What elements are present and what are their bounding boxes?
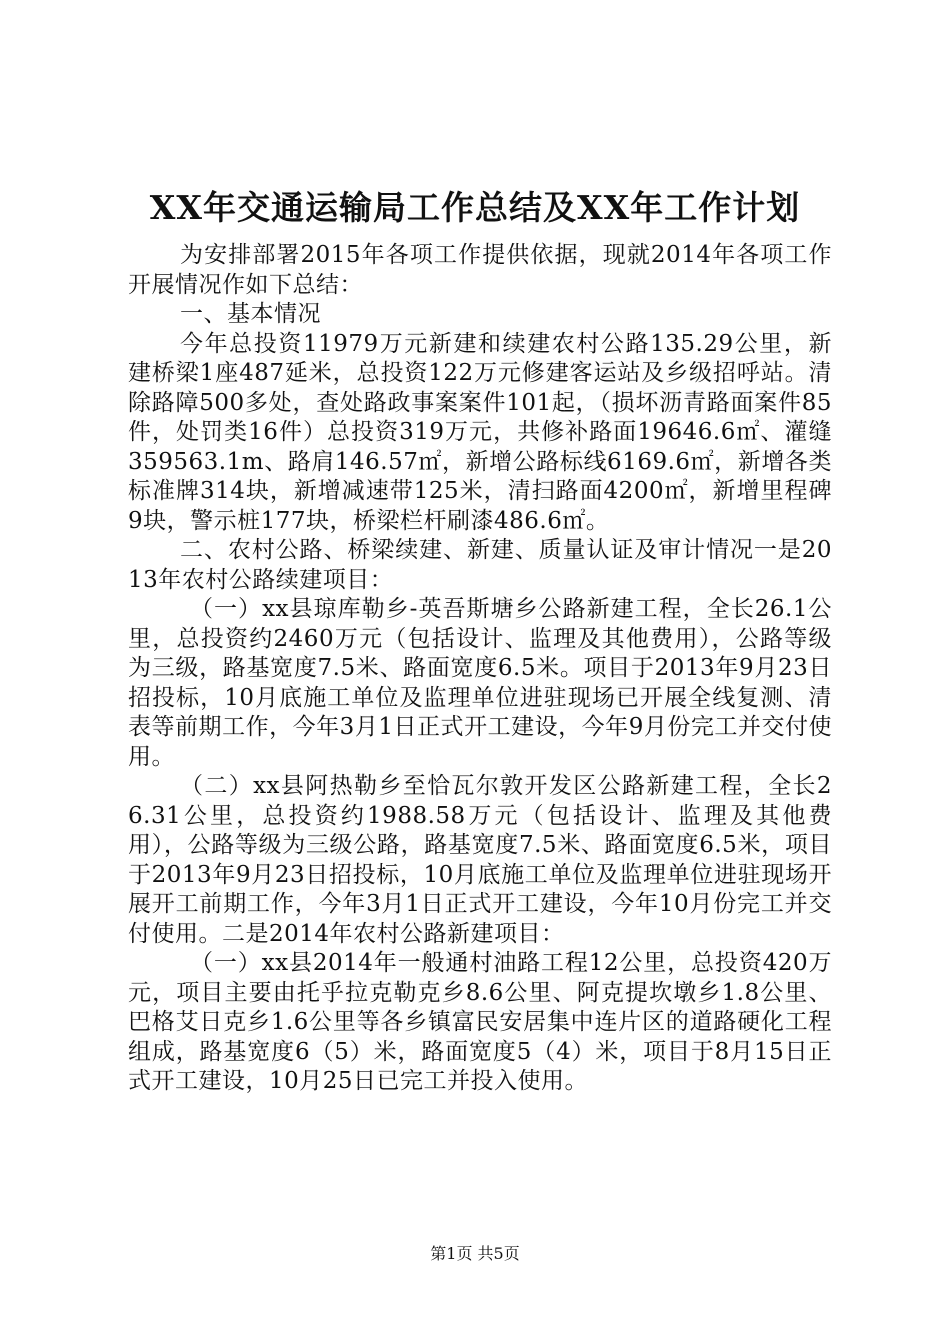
section-heading-rural-roads: 二、农村公路、桥梁续建、新建、质量认证及审计情况一是2013年农村公路续建项目： [128, 537, 832, 593]
section-heading-basic-situation: 一、基本情况 [180, 301, 321, 327]
paragraph-project-2: （二）xx县阿热勒乡至恰瓦尔敦开发区公路新建工程，全长26.31公里，总投资约1988.58万元（包括设计、监理及其他费用），公路等级为三级公路，路基宽度7.5米、路面宽度6.5米，项目于2013年9月23日招投标，10月底施工单位及监理单位进驻现场开展开工前期工作，今年3月1日正式开工建设，今年10月份完工并交付使用。二是2014年农村公路新建项目： [128, 773, 832, 947]
document-title: XX年交通运输局工作总结及XX年工作计划 [149, 188, 801, 227]
paragraph-intro: 为安排部署2015年各项工作提供依据，现就2014年各项工作开展情况作如下总结： [128, 242, 832, 298]
paragraph-project-1: （一）xx县琼库勒乡-英吾斯塘乡公路新建工程，全长26.1公里，总投资约2460万元（包括设计、监理及其他费用），公路等级为三级，路基宽度7.5米、路面宽度6.5米。项目于2013年9月23日招投标，10月底施工单位及监理单位进驻现场已开展全线复测、清表等前期工作，今年3月1日正式开工建设，今年9月份完工并交付使用。 [128, 596, 832, 770]
paragraph-project-3: （一）xx县2014年一般通村油路工程12公里，总投资420万元，项目主要由托乎拉克勒克乡8.6公里、阿克提坎墩乡1.8公里、巴格艾日克乡1.6公里等各乡镇富民安居集中连片区的道路硬化工程组成，路基宽度6（5）米，路面宽度5（4）米，项目于8月15日正式开工建设，10月25日已完工并投入使用。 [128, 950, 832, 1094]
page-number-footer: 第1页 共5页 [430, 1244, 520, 1263]
paragraph-basic-situation: 今年总投资11979万元新建和续建农村公路135.29公里，新建桥梁1座487延米，总投资122万元修建客运站及乡级招呼站。清除路障500多处，查处路政事案案件101起，（损坏沥青路面案件85件，处罚类16件）总投资319万元，共修补路面19646.6㎡、灌缝359563.1m、路肩146.57㎡，新增公路标线6169.6㎡，新增各类标准牌314块，新增减速带125米，清扫路面4200㎡，新增里程碑9块，警示桩177块，桥梁栏杆刷漆486.6㎡。 [128, 330, 832, 534]
document-body [128, 241, 832, 1097]
